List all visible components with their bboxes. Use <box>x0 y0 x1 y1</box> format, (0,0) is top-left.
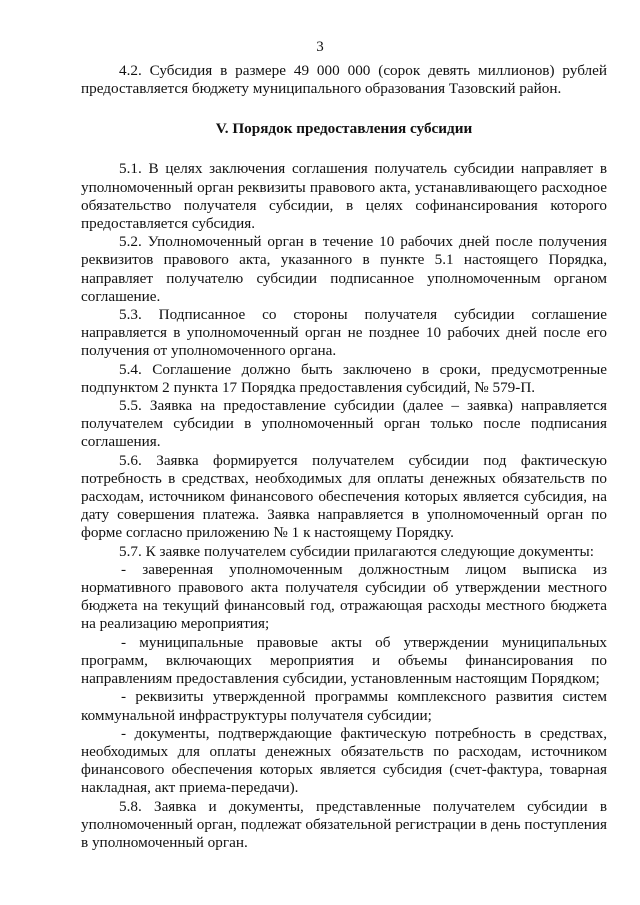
page-number: 3 <box>316 39 324 55</box>
document-body <box>81 62 607 852</box>
paragraph-5-3: 5.3. Подписанное со стороны получателя субсидии соглашение направляется в уполномоченный орган не позднее 10 рабочих дней после его получения от уполномоченного органа. <box>81 306 607 360</box>
list-item-supporting-documents: - документы, подтверждающие фактическую потребность в средствах, необходимых для оплаты денежных обязательств по расходам, источником финансового обеспечения которых является субсидия (счет-фактура, товарная накладная, акт приема-передачи). <box>81 724 607 797</box>
paragraph-5-1: 5.1. В целях заключения соглашения получатель субсидии направляет в уполномоченный орган реквизиты правового акта, устанавливающего расходное обязательство получателя субсидии, в целях софинансирования которого предоставляется субсидия. <box>81 160 607 233</box>
paragraph-5-8: 5.8. Заявка и документы, представленные получателем субсидии в уполномоченный орган, подлежат обязательной регистрации в день поступления в уполномоченный орган. <box>81 797 607 851</box>
paragraph-5-4: 5.4. Соглашение должно быть заключено в сроки, предусмотренные подпунктом 2 пункта 17 Порядка предоставления субсидий, № 579-П. <box>81 360 607 396</box>
paragraph-4-2: 4.2. Субсидия в размере 49 000 000 (сорок девять миллионов) рублей предоставляется бюджету муниципального образования Тазовский район. <box>81 62 607 98</box>
paragraph-5-7: 5.7. К заявке получателем субсидии прилагаются следующие документы: <box>119 542 594 560</box>
list-item-extract: - заверенная уполномоченным должностным лицом выписка из нормативного правового акта получателя субсидии об утверждении местного бюджета на текущий финансовый год, отражающая расходы местного бюджета на реализацию мероприятия; <box>81 560 607 633</box>
paragraph-5-5: 5.5. Заявка на предоставление субсидии (далее – заявка) направляется получателем субсидии в уполномоченный орган только после подписания соглашения. <box>81 397 607 451</box>
list-item-municipal-acts: - муниципальные правовые акты об утверждении муниципальных программ, включающих мероприятия и объемы финансирования по направлениям предоставления субсидии, установленным настоящим Порядком; <box>81 633 607 688</box>
list-item-program-details: - реквизиты утвержденной программы комплексного развития систем коммунальной инфраструктуры получателя субсидии; <box>81 688 607 724</box>
paragraph-5-6: 5.6. Заявка формируется получателем субсидии под фактическую потребность в средствах, необходимых для оплаты денежных обязательств по расходам, источником финансового обеспечения которых является субсидия, на дату совершения платежа. Заявка направляется в уполномоченный орган по форме согласно приложению № 1 к настоящему Порядку. <box>81 451 607 542</box>
paragraph-5-2: 5.2. Уполномоченный орган в течение 10 рабочих дней после получения реквизитов правового акта, указанного в пункте 5.1 настоящего Порядка, направляет получателю субсидии подписанное уполномоченным органом соглашение. <box>81 233 607 305</box>
section-heading: V. Порядок предоставления субсидии <box>215 120 473 138</box>
